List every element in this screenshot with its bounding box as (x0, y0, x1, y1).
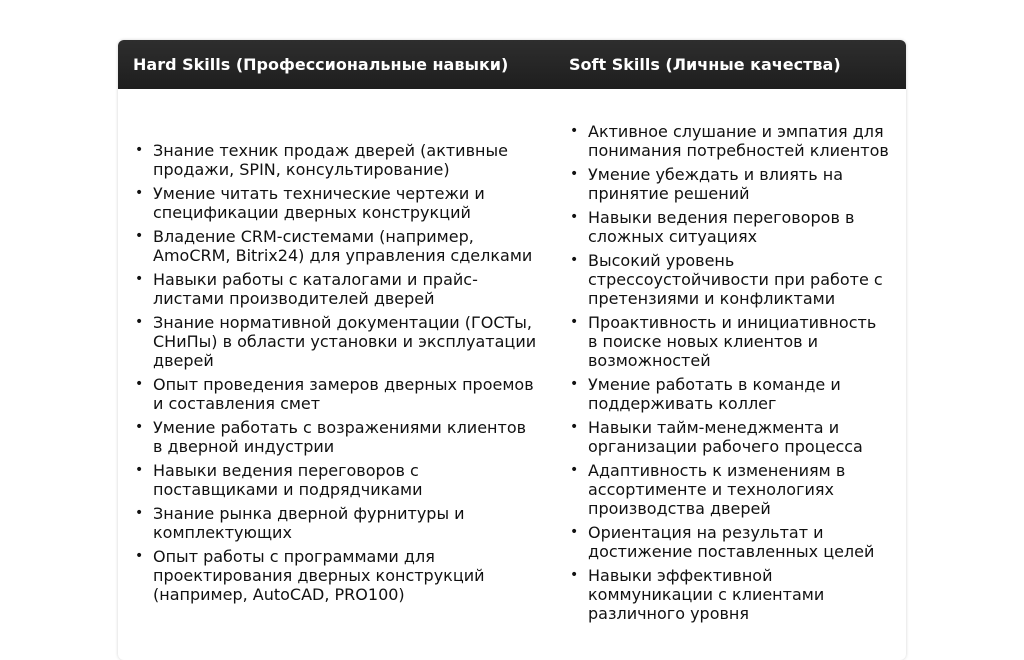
bullet-icon: • (135, 271, 144, 287)
bullet-icon: • (135, 376, 144, 392)
hard-skill-item-text: Владение CRM-системами (например, AmoCRM, Bitrix24) для управления сделками (153, 227, 533, 265)
hard-skill-item (135, 461, 540, 499)
bullet-icon: • (135, 142, 144, 158)
hard-skill-item-text: Знание рынка дверной фурнитуры и комплектующих (153, 504, 465, 542)
soft-skill-item (570, 375, 890, 413)
soft-skill-item (570, 165, 890, 203)
hard-skill-item (135, 547, 540, 604)
bullet-icon: • (570, 209, 579, 225)
hard-skill-item (135, 418, 540, 456)
soft-skill-item-text: Умение работать в команде и поддерживать коллег (588, 375, 841, 413)
soft-skill-item-text: Навыки ведения переговоров в сложных ситуациях (588, 208, 855, 246)
bullet-icon: • (135, 548, 144, 564)
bullet-icon: • (570, 376, 579, 392)
hard-skill-item (135, 227, 540, 265)
bullet-icon: • (570, 524, 579, 540)
bullet-icon: • (570, 252, 579, 268)
hard-skill-item (135, 504, 540, 542)
soft-skill-item (570, 122, 890, 160)
hard-skills-list (135, 141, 540, 609)
hard-skill-item-text: Знание нормативной документации (ГОСТы, СНиПы) в области установки и эксплуатации дверей (153, 313, 537, 370)
soft-skill-item-text: Навыки тайм-менеджмента и организации рабочего процесса (588, 418, 863, 456)
hard-skill-item (135, 313, 540, 370)
soft-skill-item-text: Адаптивность к изменениям в ассортименте и технологиях производства дверей (588, 461, 846, 518)
hard-skill-item (135, 270, 540, 308)
soft-skill-item-text: Высокий уровень стрессоустойчивости при работе с претензиями и конфликтами (588, 251, 883, 308)
hard-skill-item-text: Навыки работы с каталогами и прайс-листами производителей дверей (153, 270, 478, 308)
soft-skill-item-text: Навыки эффективной коммуникации с клиентами различного уровня (588, 566, 825, 623)
soft-skill-item (570, 523, 890, 561)
bullet-icon: • (135, 419, 144, 435)
header-hard-skills: Hard Skills (Профессиональные навыки) (133, 55, 509, 74)
bullet-icon: • (570, 462, 579, 478)
soft-skill-item-text: Проактивность и инициативность в поиске новых клиентов и возможностей (588, 313, 877, 370)
soft-skill-item-text: Активное слушание и эмпатия для понимания потребностей клиентов (588, 122, 889, 160)
soft-skills-list (570, 122, 890, 628)
bullet-icon: • (135, 505, 144, 521)
bullet-icon: • (135, 462, 144, 478)
soft-skill-item (570, 251, 890, 308)
hard-skill-item-text: Опыт проведения замеров дверных проемов и составления смет (153, 375, 534, 413)
hard-skill-item (135, 141, 540, 179)
header-soft-skills: Soft Skills (Личные качества) (569, 55, 841, 74)
bullet-icon: • (570, 123, 579, 139)
bullet-icon: • (570, 419, 579, 435)
soft-skill-item-text: Умение убеждать и влиять на принятие решений (588, 165, 844, 203)
hard-skill-item-text: Умение читать технические чертежи и спецификации дверных конструкций (153, 184, 485, 222)
skills-table (118, 40, 906, 660)
table-header (118, 40, 906, 89)
bullet-icon: • (570, 314, 579, 330)
bullet-icon: • (570, 166, 579, 182)
hard-skill-item-text: Знание техник продаж дверей (активные продажи, SPIN, консультирование) (153, 141, 508, 179)
hard-skill-item-text: Навыки ведения переговоров с поставщиками и подрядчиками (153, 461, 423, 499)
soft-skill-item (570, 313, 890, 370)
bullet-icon: • (135, 228, 144, 244)
hard-skill-item (135, 375, 540, 413)
soft-skill-item (570, 566, 890, 623)
bullet-icon: • (570, 567, 579, 583)
bullet-icon: • (135, 314, 144, 330)
bullet-icon: • (135, 185, 144, 201)
hard-skill-item (135, 184, 540, 222)
hard-skill-item-text: Умение работать с возражениями клиентов в дверной индустрии (153, 418, 527, 456)
soft-skill-item (570, 418, 890, 456)
soft-skill-item (570, 461, 890, 518)
hard-skill-item-text: Опыт работы с программами для проектирования дверных конструкций (например, AutoCAD, PRO100) (153, 547, 485, 604)
soft-skill-item (570, 208, 890, 246)
soft-skill-item-text: Ориентация на результат и достижение поставленных целей (588, 523, 875, 561)
